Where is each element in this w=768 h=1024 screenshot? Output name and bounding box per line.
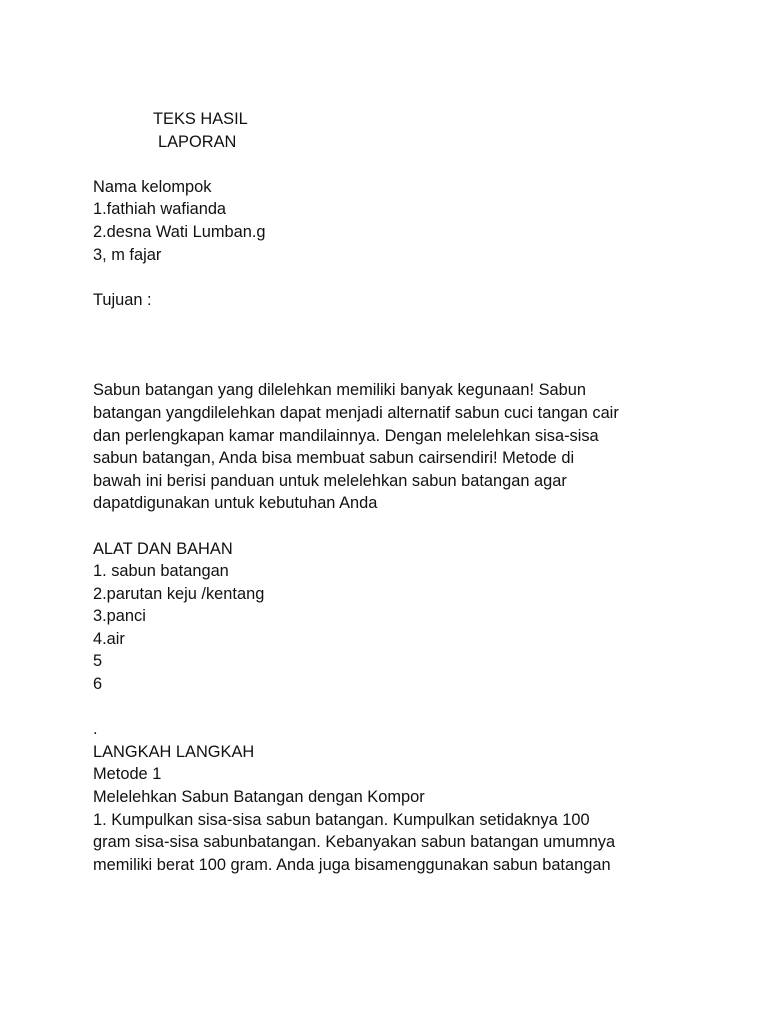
spacer [93, 266, 683, 289]
document-page [93, 108, 683, 876]
method-title: Melelehkan Sabun Batangan dengan Kompor [93, 788, 425, 807]
material-item: 4.air [93, 629, 125, 648]
step-paragraph [93, 809, 683, 877]
spacer [93, 515, 683, 538]
material-item: 6 [93, 675, 103, 694]
paragraph-line: dapatdigunakan untuk kebutuhan Anda [93, 494, 378, 513]
paragraph-line: 1. Kumpulkan sisa-sisa sabun batangan. Kumpulkan setidaknya 100 [93, 810, 590, 829]
paragraph-line: batangan yangdilelehkan dapat menjadi alternatif sabun cuci tangan cair [93, 403, 619, 422]
document-title-line-1: TEKS HASIL [153, 110, 248, 128]
material-item: 1. sabun batangan [93, 562, 229, 581]
paragraph-line: Sabun batangan yang dilelehkan memiliki banyak kegunaan! Sabun [93, 381, 586, 400]
document-title-line-2: LAPORAN [158, 132, 237, 151]
spacer [93, 696, 683, 719]
member-item: 3, m fajar [93, 245, 162, 264]
member-item: 1.fathiah wafianda [93, 200, 227, 219]
spacer [93, 153, 683, 176]
paragraph-line: bawah ini berisi panduan untuk melelehkan sabun batangan agar [93, 471, 567, 490]
purpose-label: Tujuan : [93, 290, 152, 309]
member-item: 2.desna Wati Lumban.g [93, 222, 266, 241]
intro-paragraph [93, 379, 683, 515]
material-item: 5 [93, 652, 103, 671]
steps-heading: LANGKAH LANGKAH [93, 742, 255, 761]
materials-heading: ALAT DAN BAHAN [93, 539, 233, 558]
dot-marker: . [93, 720, 98, 739]
spacer [93, 311, 683, 379]
method-label: Metode 1 [93, 765, 162, 784]
group-heading: Nama kelompok [93, 177, 212, 196]
material-item: 3.panci [93, 607, 146, 626]
paragraph-line: dan perlengkapan kamar mandilainnya. Dengan melelehkan sisa-sisa [93, 426, 599, 445]
paragraph-line: sabun batangan, Anda bisa membuat sabun cairsendiri! Metode di [93, 449, 575, 468]
paragraph-line: gram sisa-sisa sabunbatangan. Kebanyakan sabun batangan umumnya [93, 833, 616, 852]
paragraph-line: memiliki berat 100 gram. Anda juga bisamenggunakan sabun batangan [93, 855, 611, 874]
material-item: 2.parutan keju /kentang [93, 584, 265, 603]
